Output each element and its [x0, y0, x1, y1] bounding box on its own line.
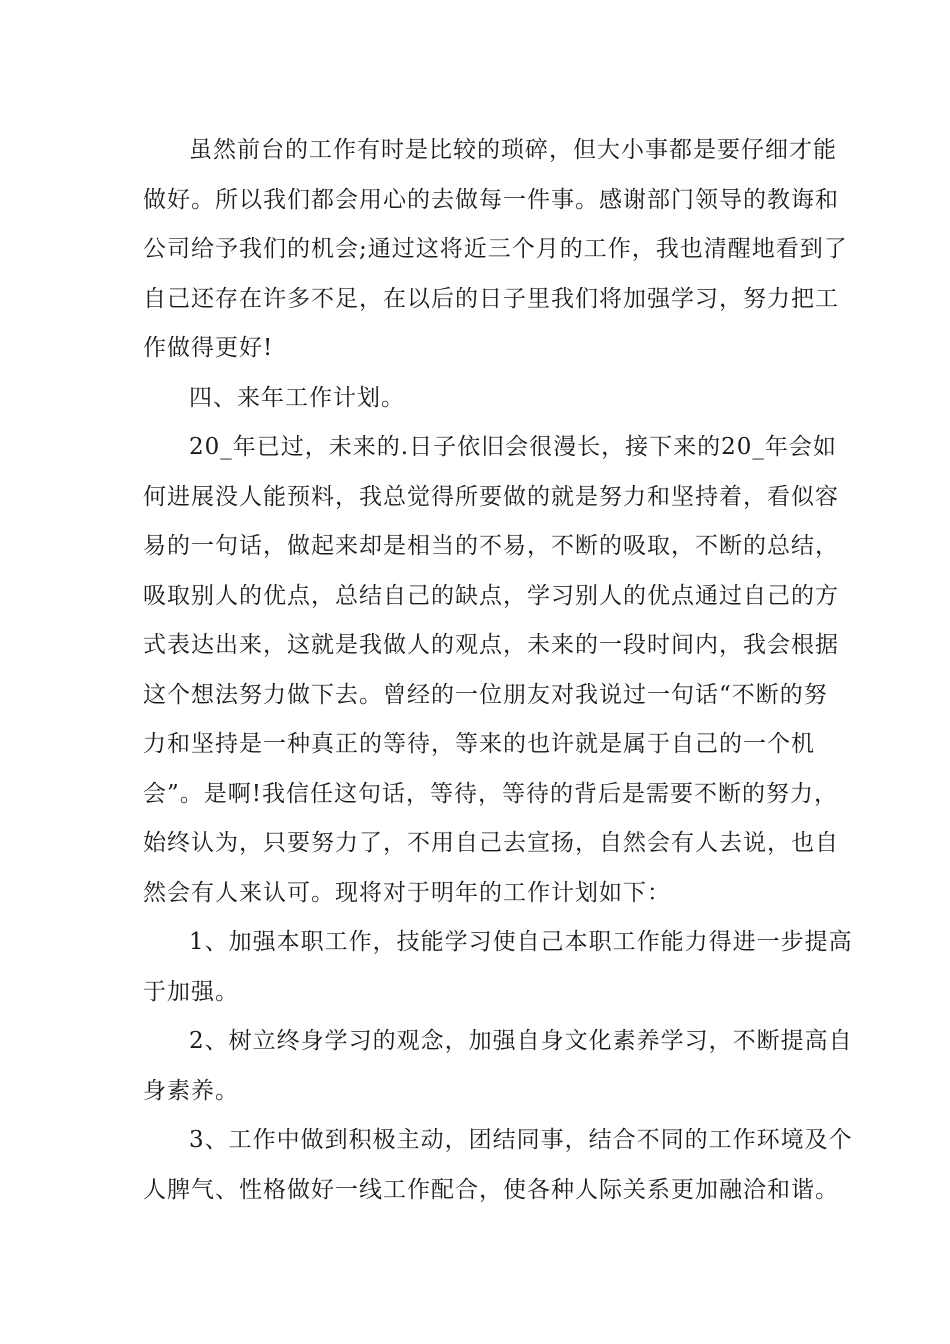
- text-line: 易的一句话，做起来却是相当的不易，不断的吸取，不断的总结，: [143, 533, 839, 559]
- paragraph-outlook: [143, 423, 839, 918]
- text-line: 公司给予我们的机会;通过这将近三个月的工作，我也清醒地看到了: [143, 236, 848, 262]
- text-line: 作做得更好!: [143, 335, 274, 361]
- text-line: 力和坚持是一种真正的等待，等来的也许就是属于自己的一个机: [143, 731, 815, 757]
- text-line: 身素养。: [143, 1077, 239, 1104]
- text-line: 2、树立终身学习的观念，加强自身文化素养学习，不断提高自: [189, 1028, 853, 1054]
- text-line: 于加强。: [143, 978, 239, 1005]
- text-line: 3、工作中做到积极主动，团结同事，结合不同的工作环境及个: [189, 1127, 853, 1153]
- plan-item-2: [143, 1017, 853, 1116]
- text-line: 何进展没人能预料，我总觉得所要做的就是努力和坚持着，看似容: [143, 483, 839, 510]
- text-line: 式表达出来，这就是我做人的观点，未来的一段时间内，我会根据: [143, 632, 839, 658]
- plan-item-1: [143, 918, 853, 1017]
- text-line: 1、加强本职工作，技能学习使自己本职工作能力得进一步提高: [189, 929, 853, 955]
- text-line: 自己还存在许多不足，在以后的日子里我们将加强学习，努力把工: [143, 285, 839, 312]
- text-line: 做好。所以我们都会用心的去做每一件事。感谢部门领导的教诲和: [143, 186, 839, 213]
- text-line: 20_年已过，未来的.日子依旧会很漫长，接下来的20_年会如: [189, 434, 837, 460]
- paragraph-front-desk-summary: [143, 126, 848, 374]
- text-line: 人脾气、性格做好一线工作配合，使各种人际关系更加融洽和谐。: [143, 1176, 839, 1203]
- text-line: 吸取别人的优点，总结自己的缺点，学习别人的优点通过自己的方: [143, 582, 839, 609]
- section-heading: 四、来年工作计划。: [189, 384, 405, 411]
- text-line: 然会有人来认可。现将对于明年的工作计划如下：: [143, 879, 671, 906]
- text-line: 会”。是啊!我信任这句话，等待，等待的背后是需要不断的努力，: [143, 780, 839, 807]
- text-line: 始终认为，只要努力了，不用自己去宣扬，自然会有人去说，也自: [143, 830, 839, 856]
- text-line: 虽然前台的工作有时是比较的琐碎，但大小事都是要仔细才能: [189, 137, 837, 163]
- text-line: 这个想法努力做下去。曾经的一位朋友对我说过一句话“不断的努: [143, 681, 828, 708]
- section-heading-next-year-plan: [143, 374, 815, 424]
- document-body: [143, 126, 853, 1215]
- plan-item-3: [143, 1116, 853, 1215]
